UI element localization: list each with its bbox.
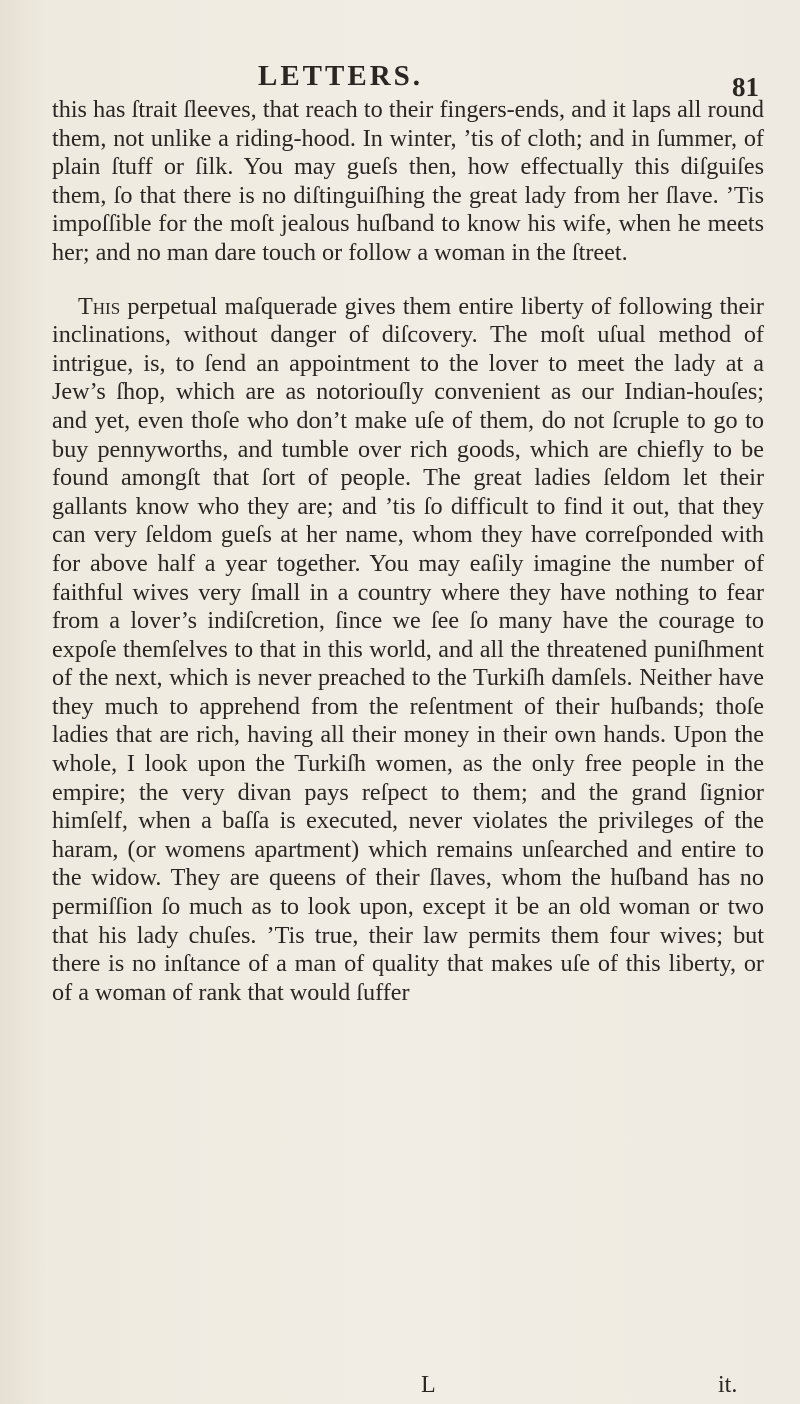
- running-head: [0, 58, 800, 102]
- running-title: LETTERS.: [258, 60, 424, 92]
- paragraph-lead-word: This: [78, 292, 121, 320]
- paragraph-text: this has ſtrait ſleeves, that reach to their fingers-ends, and it laps all round them, not unlike a riding-hood. In winter, ’tis of cloth; and in ſummer, of plain ſtuff or ſilk. You may gueſs then, how effectually this diſguiſes them, ſo that there is no diſtinguiſhing the great lady from her ſlave. ’Tis impoſſible for the moſt jealous huſband to know his wife, when he meets her; and no man dare touch or follow a woman in the ſtreet.: [52, 96, 764, 266]
- paragraph-text: perpetual maſquerade gives them entire liberty of following their inclinations, without danger of diſcovery. The moſt uſual method of intrigue, is, to ſend an appointment to the lover to meet the lady at a Jew’s ſhop, which are as notoriouſly convenient as our Indian-houſes; and yet, even thoſe who don’t make uſe of them, do not ſcruple to go to buy pennyworths, and tumble over rich goods, which are chiefly to be found amongſt that ſort of people. The great ladies ſeldom let their gallants know who they are; and ’tis ſo difficult to find it out, that they can very ſeldom gueſs at her name, whom they have correſponded with for above half a year together. You may eaſily imagine the number of faithful wives very ſmall in a country where they have nothing to fear from a lover’s indiſcretion, ſince we ſee ſo many have the courage to expoſe themſelves to that in this world, and all the threatened puniſhment of the next, which is never preached to the Turkiſh damſels. Neither have they much to apprehend from the reſentment of their huſbands; thoſe ladies that are rich, having all their money in their own hands. Upon the whole, I look upon the Turkiſh women, as the only free people in the empire; the very divan pays reſpect to them; and the grand ſignior himſelf, when a baſſa is executed, never violates the privileges of the haram, (or womens apartment) which remains unſearched and entire to the widow. They are queens of their ſlaves, whom the huſband has no permiſſion ſo much as to look upon, except it be an old woman or two that his lady chuſes. ’Tis true, their law permits them four wives; but there is no inſtance of a man of quality that makes uſe of this liberty, or of a woman of rank that would ſuffer: [52, 292, 764, 1006]
- body-text: [52, 96, 764, 1007]
- page-footer: [0, 1371, 800, 1403]
- signature-mark: L: [421, 1372, 436, 1398]
- paragraph: [52, 293, 764, 1008]
- paragraph: [52, 96, 764, 268]
- catchword: it.: [718, 1372, 738, 1398]
- page-number: 81: [732, 72, 759, 102]
